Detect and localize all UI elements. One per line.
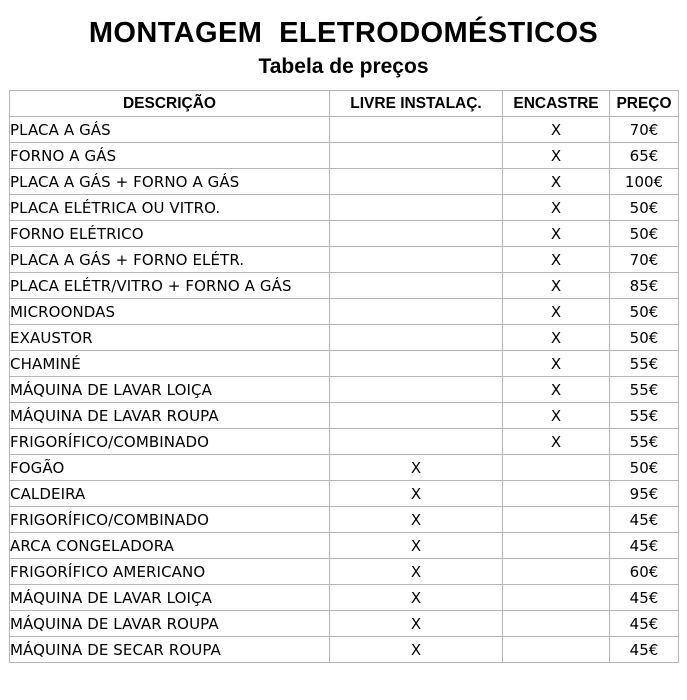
price-table-body — [10, 117, 678, 662]
table-row — [10, 585, 678, 610]
price-table — [9, 90, 679, 663]
cell-livre-instalacao-mark — [330, 117, 502, 142]
cell-encastre-mark — [503, 637, 609, 662]
table-row — [10, 221, 678, 246]
cell-preco: 65€ — [610, 143, 678, 168]
cell-livre-instalacao-mark: X — [330, 455, 502, 480]
cell-descricao: MÁQUINA DE LAVAR LOIÇA — [10, 377, 329, 402]
table-row — [10, 325, 678, 350]
cell-livre-instalacao-mark — [330, 247, 502, 272]
cell-descricao: MÁQUINA DE LAVAR ROUPA — [10, 611, 329, 636]
cell-encastre-mark: X — [503, 403, 609, 428]
cell-descricao: PLACA A GÁS + FORNO ELÉTR. — [10, 247, 329, 272]
cell-descricao: FRIGORÍFICO/COMBINADO — [10, 507, 329, 532]
cell-encastre-mark: X — [503, 117, 609, 142]
cell-encastre-mark — [503, 507, 609, 532]
cell-preco: 55€ — [610, 351, 678, 376]
table-row — [10, 533, 678, 558]
cell-descricao: FRIGORÍFICO/COMBINADO — [10, 429, 329, 454]
column-header-encastre: ENCASTRE — [503, 91, 609, 116]
title-block — [0, 0, 687, 80]
cell-preco: 50€ — [610, 299, 678, 324]
cell-descricao: FOGÃO — [10, 455, 329, 480]
cell-preco: 45€ — [610, 507, 678, 532]
cell-preco: 70€ — [610, 247, 678, 272]
cell-preco: 50€ — [610, 195, 678, 220]
cell-livre-instalacao-mark — [330, 273, 502, 298]
table-row — [10, 481, 678, 506]
table-row — [10, 637, 678, 662]
cell-livre-instalacao-mark — [330, 351, 502, 376]
cell-descricao: MICROONDAS — [10, 299, 329, 324]
cell-encastre-mark: X — [503, 247, 609, 272]
cell-preco: 45€ — [610, 611, 678, 636]
cell-livre-instalacao-mark: X — [330, 559, 502, 584]
column-header-preco: PREÇO — [610, 91, 678, 116]
cell-encastre-mark: X — [503, 273, 609, 298]
cell-encastre-mark: X — [503, 169, 609, 194]
cell-encastre-mark — [503, 533, 609, 558]
cell-descricao: MÁQUINA DE LAVAR LOIÇA — [10, 585, 329, 610]
cell-preco: 55€ — [610, 429, 678, 454]
table-row — [10, 507, 678, 532]
cell-encastre-mark: X — [503, 429, 609, 454]
cell-livre-instalacao-mark: X — [330, 585, 502, 610]
page-title: MONTAGEM ELETRODOMÉSTICOS — [88, 17, 599, 49]
cell-preco: 100€ — [610, 169, 678, 194]
cell-livre-instalacao-mark — [330, 299, 502, 324]
table-row — [10, 559, 678, 584]
cell-livre-instalacao-mark: X — [330, 611, 502, 636]
cell-descricao: FORNO A GÁS — [10, 143, 329, 168]
cell-livre-instalacao-mark: X — [330, 507, 502, 532]
cell-descricao: MÁQUINA DE LAVAR ROUPA — [10, 403, 329, 428]
column-header-livre-instalacao: LIVRE INSTALAÇ. — [330, 91, 502, 116]
cell-descricao: FORNO ELÉTRICO — [10, 221, 329, 246]
cell-preco: 50€ — [610, 455, 678, 480]
cell-encastre-mark: X — [503, 195, 609, 220]
cell-preco: 50€ — [610, 325, 678, 350]
cell-preco: 45€ — [610, 533, 678, 558]
table-row — [10, 247, 678, 272]
cell-preco: 45€ — [610, 585, 678, 610]
table-row — [10, 429, 678, 454]
cell-descricao: FRIGORÍFICO AMERICANO — [10, 559, 329, 584]
cell-preco: 55€ — [610, 403, 678, 428]
cell-encastre-mark — [503, 611, 609, 636]
page-subtitle: Tabela de preços — [258, 55, 429, 78]
cell-livre-instalacao-mark — [330, 429, 502, 454]
cell-descricao: PLACA ELÉTR/VITRO + FORNO A GÁS — [10, 273, 329, 298]
table-row — [10, 117, 678, 142]
table-row — [10, 455, 678, 480]
cell-encastre-mark: X — [503, 351, 609, 376]
table-header-row — [10, 91, 678, 116]
table-row — [10, 377, 678, 402]
cell-livre-instalacao-mark: X — [330, 481, 502, 506]
cell-livre-instalacao-mark — [330, 169, 502, 194]
cell-livre-instalacao-mark — [330, 221, 502, 246]
cell-encastre-mark — [503, 455, 609, 480]
table-row — [10, 195, 678, 220]
cell-encastre-mark: X — [503, 143, 609, 168]
cell-livre-instalacao-mark — [330, 377, 502, 402]
cell-livre-instalacao-mark — [330, 325, 502, 350]
cell-preco: 95€ — [610, 481, 678, 506]
cell-preco: 50€ — [610, 221, 678, 246]
cell-encastre-mark — [503, 559, 609, 584]
cell-encastre-mark: X — [503, 377, 609, 402]
cell-encastre-mark: X — [503, 325, 609, 350]
cell-encastre-mark — [503, 585, 609, 610]
cell-livre-instalacao-mark: X — [330, 637, 502, 662]
cell-preco: 55€ — [610, 377, 678, 402]
cell-encastre-mark — [503, 481, 609, 506]
column-header-descricao: DESCRIÇÃO — [10, 91, 329, 116]
cell-descricao: PLACA ELÉTRICA OU VITRO. — [10, 195, 329, 220]
cell-encastre-mark: X — [503, 221, 609, 246]
cell-descricao: CHAMINÉ — [10, 351, 329, 376]
cell-livre-instalacao-mark — [330, 143, 502, 168]
cell-preco: 60€ — [610, 559, 678, 584]
cell-descricao: MÁQUINA DE SECAR ROUPA — [10, 637, 329, 662]
cell-preco: 45€ — [610, 637, 678, 662]
cell-descricao: ARCA CONGELADORA — [10, 533, 329, 558]
price-table-wrapper — [9, 90, 678, 663]
table-row — [10, 169, 678, 194]
table-row — [10, 299, 678, 324]
cell-descricao: PLACA A GÁS + FORNO A GÁS — [10, 169, 329, 194]
table-row — [10, 351, 678, 376]
cell-preco: 85€ — [610, 273, 678, 298]
cell-preco: 70€ — [610, 117, 678, 142]
table-row — [10, 143, 678, 168]
cell-descricao: PLACA A GÁS — [10, 117, 329, 142]
cell-livre-instalacao-mark — [330, 403, 502, 428]
table-row — [10, 403, 678, 428]
cell-descricao: CALDEIRA — [10, 481, 329, 506]
cell-livre-instalacao-mark: X — [330, 533, 502, 558]
table-row — [10, 273, 678, 298]
table-row — [10, 611, 678, 636]
cell-livre-instalacao-mark — [330, 195, 502, 220]
price-table-header — [10, 91, 678, 116]
cell-descricao: EXAUSTOR — [10, 325, 329, 350]
cell-encastre-mark: X — [503, 299, 609, 324]
